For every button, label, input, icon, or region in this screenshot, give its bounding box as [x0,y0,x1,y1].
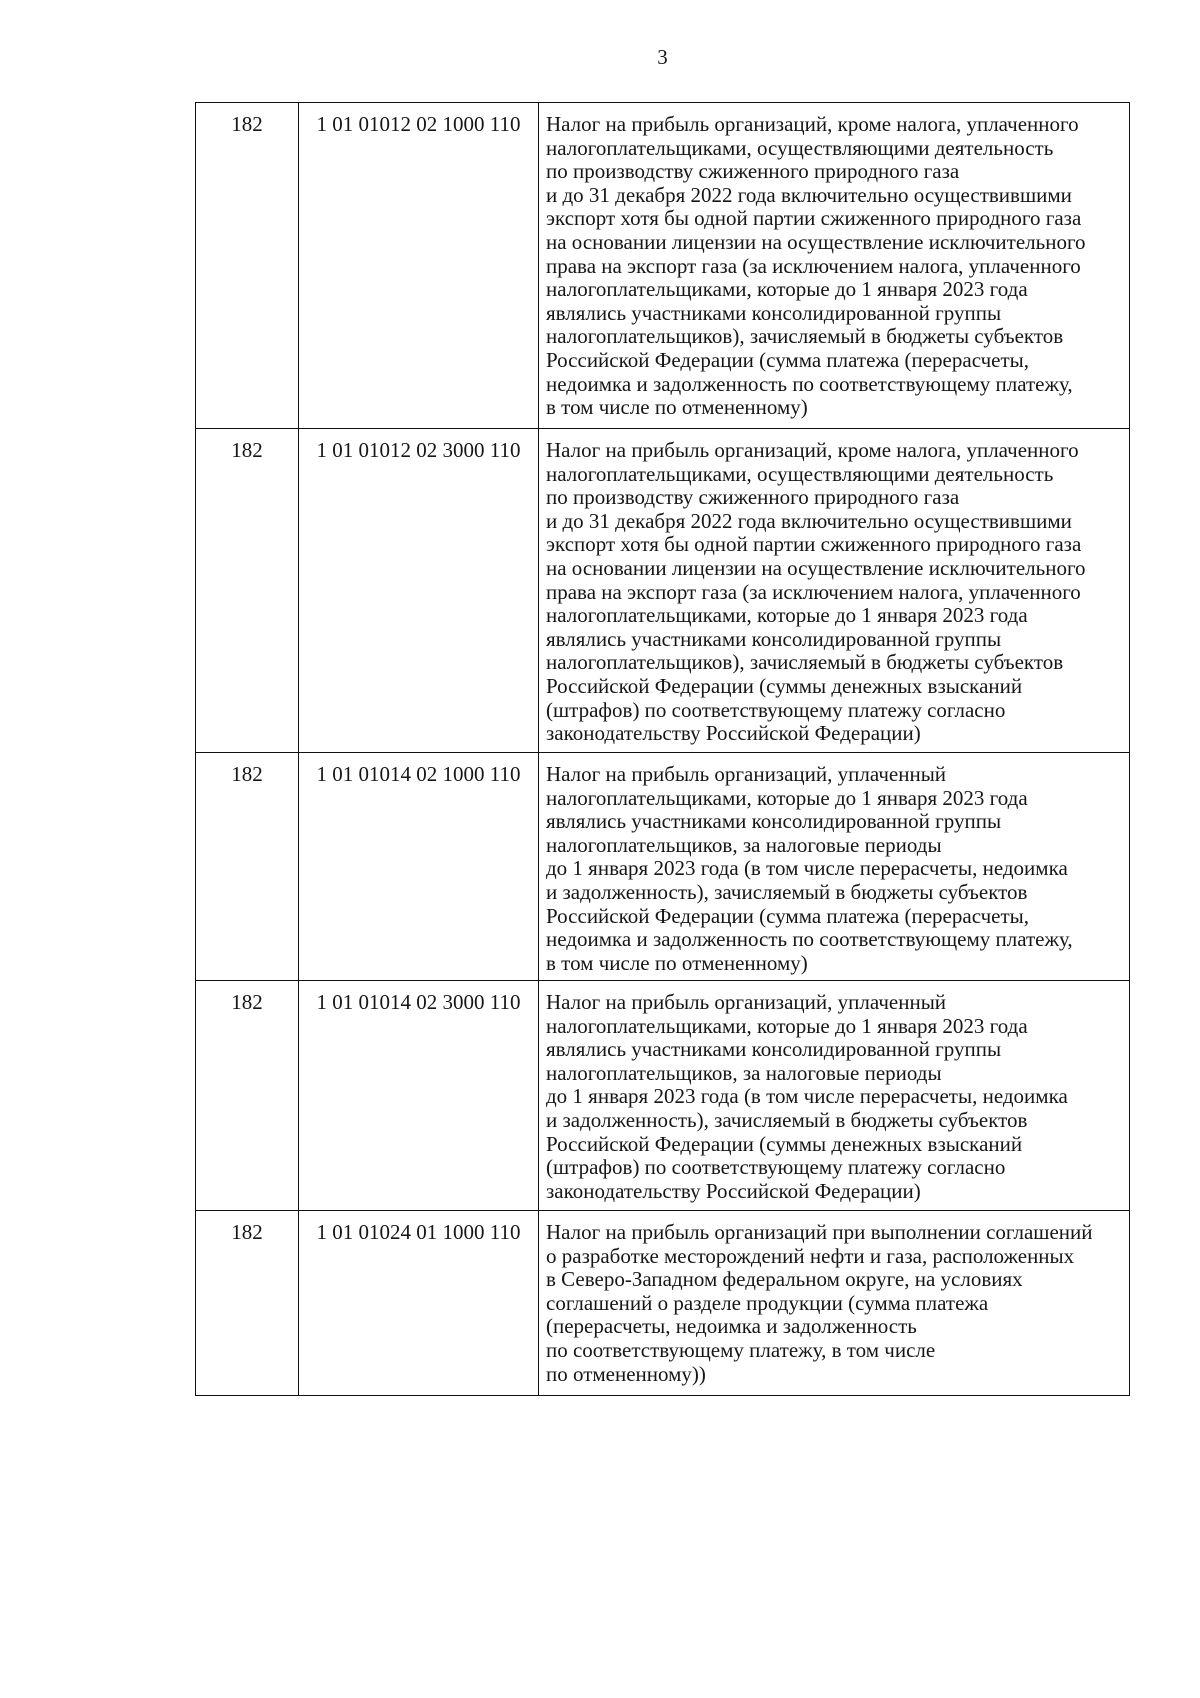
budget-codes-table [195,102,1130,1396]
table-row [196,429,1130,753]
description-cell: Налог на прибыль организаций, кроме налога, уплаченного налогоплательщиками, осуществляющими деятельность по производству сжиженного природного газа и до 31 декабря 2022 года включительно осуществившими экспорт хотя бы одной партии сжиженного природного газа на основании лицензии на осуществление исключительного права на экспорт газа (за исключением налога, уплаченного налогоплательщиками, которые до 1 января 2023 года являлись участниками консолидированной группы налогоплательщиков), зачисляемый в бюджеты субъектов Российской Федерации (сумма платежа (перерасчеты, недоимка и задолженность по соответствующему платежу, в том числе по отмененному) [539,103,1130,428]
description-cell: Налог на прибыль организаций, уплаченный налогоплательщиками, которые до 1 января 2023 года являлись участниками консолидированной группы налогоплательщиков, за налоговые периоды до 1 января 2023 года (в том числе перерасчеты, недоимка и задолженность), зачисляемый в бюджеты субъектов Российской Федерации (суммы денежных взысканий (штрафов) по соответствующему платежу согласно законодательству Российской Федерации) [539,981,1130,1210]
budget-classification-code-cell: 1 01 01024 01 1000 110 [299,1211,539,1395]
admin-code-cell: 182 [196,753,299,980]
admin-code-cell: 182 [196,429,299,752]
table-row [196,103,1130,429]
table-row [196,1211,1130,1396]
admin-code-cell: 182 [196,1211,299,1395]
admin-code-cell: 182 [196,103,299,428]
description-cell: Налог на прибыль организаций, кроме налога, уплаченного налогоплательщиками, осуществляющими деятельность по производству сжиженного природного газа и до 31 декабря 2022 года включительно осуществившими экспорт хотя бы одной партии сжиженного природного газа на основании лицензии на осуществление исключительного права на экспорт газа (за исключением налога, уплаченного налогоплательщиками, которые до 1 января 2023 года являлись участниками консолидированной группы налогоплательщиков), зачисляемый в бюджеты субъектов Российской Федерации (суммы денежных взысканий (штрафов) по соответствующему платежу согласно законодательству Российской Федерации) [539,429,1130,752]
description-cell: Налог на прибыль организаций, уплаченный налогоплательщиками, которые до 1 января 2023 года являлись участниками консолидированной группы налогоплательщиков, за налоговые периоды до 1 января 2023 года (в том числе перерасчеты, недоимка и задолженность), зачисляемый в бюджеты субъектов Российской Федерации (сумма платежа (перерасчеты, недоимка и задолженность по соответствующему платежу, в том числе по отмененному) [539,753,1130,980]
description-cell: Налог на прибыль организаций при выполнении соглашений о разработке месторождений нефти и газа, расположенных в Северо-Западном федеральном округе, на условиях соглашений о разделе продукции (сумма платежа (перерасчеты, недоимка и задолженность по соответствующему платежу, в том числе по отмененному)) [539,1211,1130,1395]
page-number: 3 [657,45,668,69]
admin-code-cell: 182 [196,981,299,1210]
table-row [196,981,1130,1211]
budget-classification-code-cell: 1 01 01012 02 3000 110 [299,429,539,752]
table-row [196,753,1130,981]
budget-classification-code-cell: 1 01 01014 02 3000 110 [299,981,539,1210]
budget-classification-code-cell: 1 01 01014 02 1000 110 [299,753,539,980]
budget-classification-code-cell: 1 01 01012 02 1000 110 [299,103,539,428]
